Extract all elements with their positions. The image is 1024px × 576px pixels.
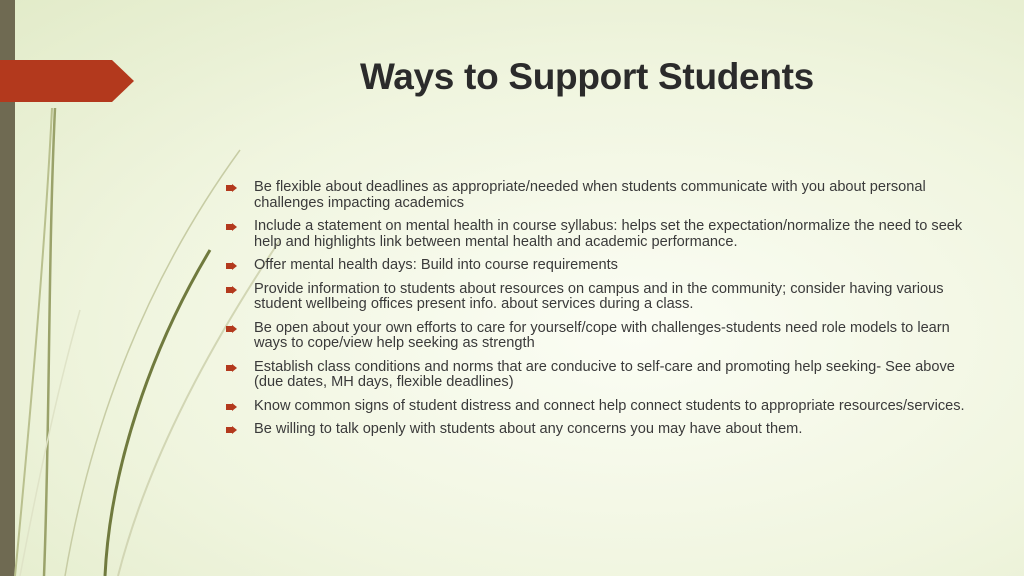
bullet-item bbox=[226, 180, 968, 211]
bullet-text: Be willing to talk openly with students about any concerns you may have about them. bbox=[254, 421, 803, 437]
bullet-item bbox=[226, 399, 968, 415]
bullet-text: Be open about your own efforts to care for yourself/cope with challenges-students need role models to learn ways to cope/view help seeking as strength bbox=[254, 319, 950, 351]
arrow-bullet-icon bbox=[226, 262, 237, 270]
slide-title: Ways to Support Students bbox=[360, 56, 814, 97]
bullet-item bbox=[226, 321, 968, 352]
arrow-bullet-icon bbox=[226, 223, 237, 231]
bullet-text: Include a statement on mental health in course syllabus: helps set the expectation/normalize the need to seek help and highlights link between mental health and academic performance. bbox=[254, 218, 963, 250]
accent-arrow-tab bbox=[0, 60, 134, 102]
bullet-text: Provide information to students about resources on campus and in the community; consider having various student wellbeing offices present info. about services during a class. bbox=[254, 280, 944, 312]
bullet-item bbox=[226, 282, 968, 313]
bullet-item bbox=[226, 219, 968, 250]
bullet-text: Establish class conditions and norms that are conducive to self-care and promoting help seeking- See above (due dates, MH days, flexible deadlines) bbox=[254, 358, 955, 390]
bullet-item bbox=[226, 258, 968, 274]
arrow-bullet-icon bbox=[226, 184, 237, 192]
arrow-bullet-icon bbox=[226, 426, 237, 434]
bullet-item bbox=[226, 422, 968, 438]
bullet-text: Know common signs of student distress and connect help connect students to appropriate resources/services. bbox=[254, 397, 965, 414]
bullet-text: Offer mental health days: Build into course requirements bbox=[254, 257, 618, 273]
bullet-list bbox=[226, 180, 968, 446]
arrow-bullet-icon bbox=[226, 286, 237, 294]
bullet-item bbox=[226, 360, 968, 391]
arrow-bullet-icon bbox=[226, 325, 237, 333]
arrow-bullet-icon bbox=[226, 403, 237, 411]
arrow-bullet-icon bbox=[226, 364, 237, 372]
bullet-text: Be flexible about deadlines as appropriate/needed when students communicate with you about personal challenges impacting academics bbox=[254, 179, 926, 211]
